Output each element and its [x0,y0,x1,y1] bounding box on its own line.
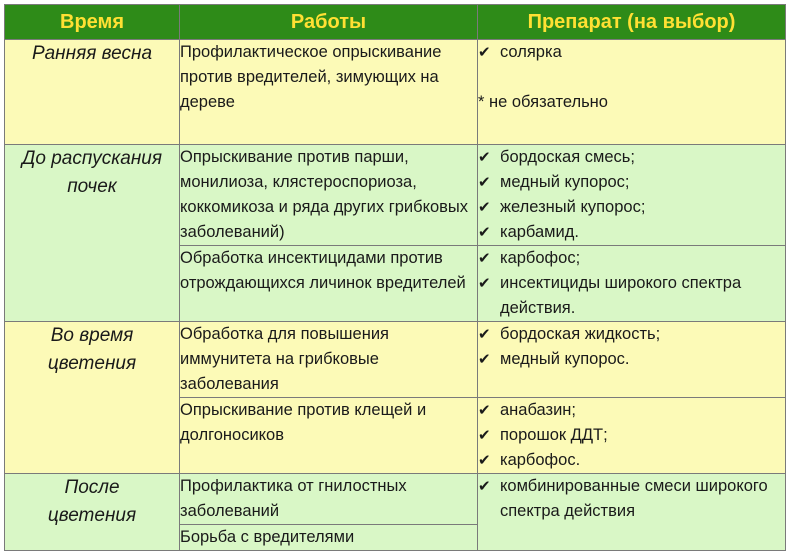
check-icon: ✔ [478,44,491,61]
drug-item: ✔ инсектициды широкого спектра действия. [478,271,785,321]
drug-item: ✔ железный купорос; [478,195,785,220]
drug-item: ✔ анабазин; [478,398,785,423]
drug-cell [478,145,786,246]
time-label: почек [67,176,117,197]
time-cell [5,474,180,551]
drug-item: ✔ бордоская смесь; [478,145,785,170]
schedule-table [4,4,786,551]
time-cell [5,145,180,322]
check-icon: ✔ [478,351,491,368]
drug-cell [478,474,786,551]
drug-item: ✔ солярка [478,40,785,65]
drug-item: ✔ карбамид. [478,220,785,245]
drug-cell [478,398,786,474]
time-label: цветения [47,353,137,374]
drug-cell [478,246,786,322]
check-icon: ✔ [478,402,491,419]
work-cell: Профилактика от гнилостных заболеваний [180,474,478,525]
check-icon: ✔ [478,275,491,292]
time-label: Во время [50,325,134,346]
drug-item: ✔ медный купорос. [478,347,785,372]
check-icon: ✔ [478,250,491,267]
header-works: Работы [180,5,478,40]
row-flowering [5,322,786,398]
drug-item: ✔ порошок ДДТ; [478,423,785,448]
drug-item: ✔ карбофос. [478,448,785,473]
drug-item: ✔ бордоская жидкость; [478,322,785,347]
check-icon: ✔ [478,149,491,166]
header-time: Время [5,5,180,40]
time-cell [5,322,180,474]
work-cell: Борьба с вредителями [180,525,478,551]
time-label: цветения [47,505,137,526]
drug-item: ✔ медный купорос; [478,170,785,195]
check-icon: ✔ [478,199,491,216]
check-icon: ✔ [478,174,491,191]
row-after-flowering [5,474,786,525]
time-label: Ранняя весна [31,43,153,64]
drug-cell [478,40,786,145]
work-cell: Опрыскивание против клещей и долгоносиков [180,398,478,474]
check-icon: ✔ [478,224,491,241]
time-label: После [64,477,120,498]
check-icon: ✔ [478,478,491,495]
time-cell [5,40,180,145]
drug-item: ✔ карбофос; [478,246,785,271]
time-label: До распускания [21,148,163,169]
check-icon: ✔ [478,427,491,444]
drug-note: * не обязательно [478,93,608,111]
header-drug: Препарат (на выбор) [478,5,786,40]
drug-cell [478,322,786,398]
work-cell: Профилактическое опрыскивание против вредителей, зимующих на дереве [180,40,478,145]
row-early-spring [5,40,786,145]
work-cell: Обработка инсектицидами против отрождающихся личинок вредителей [180,246,478,322]
row-bud-break [5,145,786,246]
work-cell: Опрыскивание против парши, монилиоза, клястероспориоза, коккомикоза и ряда других грибковых заболеваний) [180,145,478,246]
check-icon: ✔ [478,326,491,343]
work-cell: Обработка для повышения иммунитета на грибковые заболевания [180,322,478,398]
check-icon: ✔ [478,452,491,469]
drug-item: ✔ комбинированные смеси широкого спектра действия [478,474,785,524]
header-row [5,5,786,40]
